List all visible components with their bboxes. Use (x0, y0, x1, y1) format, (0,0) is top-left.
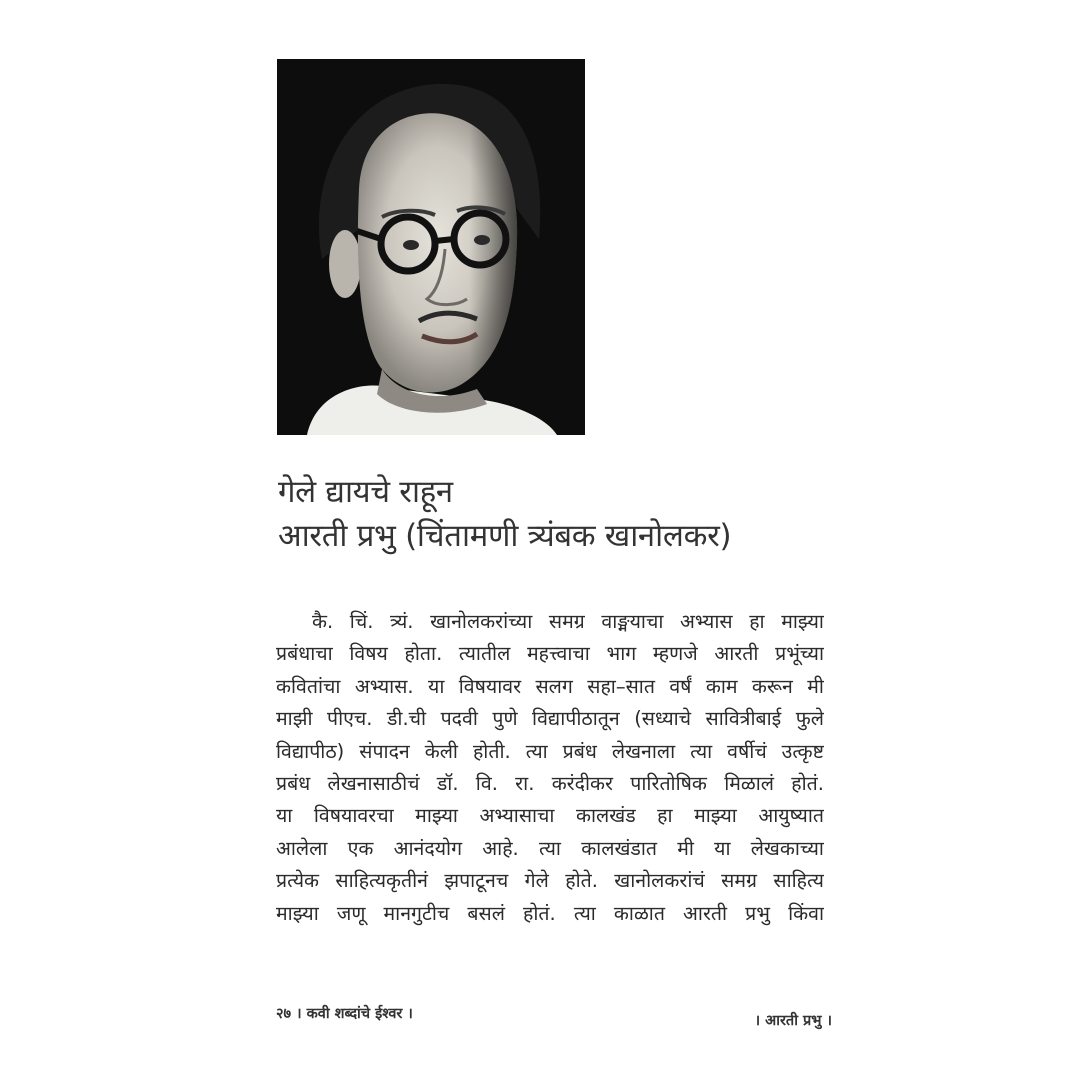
body-paragraph (276, 606, 824, 930)
chapter-title-line-1: गेले द्यायचे राहून (278, 474, 453, 510)
footer-page-number-book-title: २७ । कवी शब्दांचे ईश्वर । (276, 1006, 413, 1022)
chapter-title-line-2: आरती प्रभु (चिंतामणी त्र्यंबक खानोलकर) (278, 518, 732, 554)
body-line: प्रत्येक साहित्यकृतीनं झपाटूनच गेले होते. खानोलकरांचं समग्र साहित्य (276, 869, 824, 893)
body-line: माझी पीएच. डी.ची पदवी पुणे विद्यापीठातून (सध्याचे सावित्रीबाई फुले (276, 707, 824, 731)
footer-chapter-name: । आरती प्रभु । (754, 1013, 832, 1029)
author-portrait-photo (277, 59, 585, 435)
body-line: प्रबंधाचा विषय होता. त्यातील महत्त्वाचा भाग म्हणजे आरती प्रभूंच्या (276, 642, 824, 666)
body-line: प्रबंध लेखनासाठीचं डॉ. वि. रा. करंदीकर पारितोषिक मिळालं होतं. (276, 771, 824, 795)
body-line: आलेला एक आनंदयोग आहे. त्या कालखंडात मी या लेखकाच्या (276, 836, 824, 860)
body-line: या विषयावरचा माझ्या अभ्यासाचा कालखंड हा माझ्या आयुष्यात (276, 804, 824, 828)
chapter-title (278, 470, 838, 558)
body-line: विद्यापीठ) संपादन केली होती. त्या प्रबंध लेखनाला त्या वर्षीचं उत्कृष्ट (276, 739, 824, 763)
body-line: माझ्या जणू मानगुटीच बसलं होतं. त्या काळात आरती प्रभु किंवा (276, 901, 824, 925)
portrait-illustration (277, 59, 585, 435)
body-line: कै. चिं. त्र्यं. खानोलकरांच्या समग्र वाङ्मयाचा अभ्यास हा माझ्या (312, 610, 824, 633)
body-line: कवितांचा अभ्यास. या विषयावर सलग सहा–सात वर्षं काम करून मी (276, 674, 824, 698)
